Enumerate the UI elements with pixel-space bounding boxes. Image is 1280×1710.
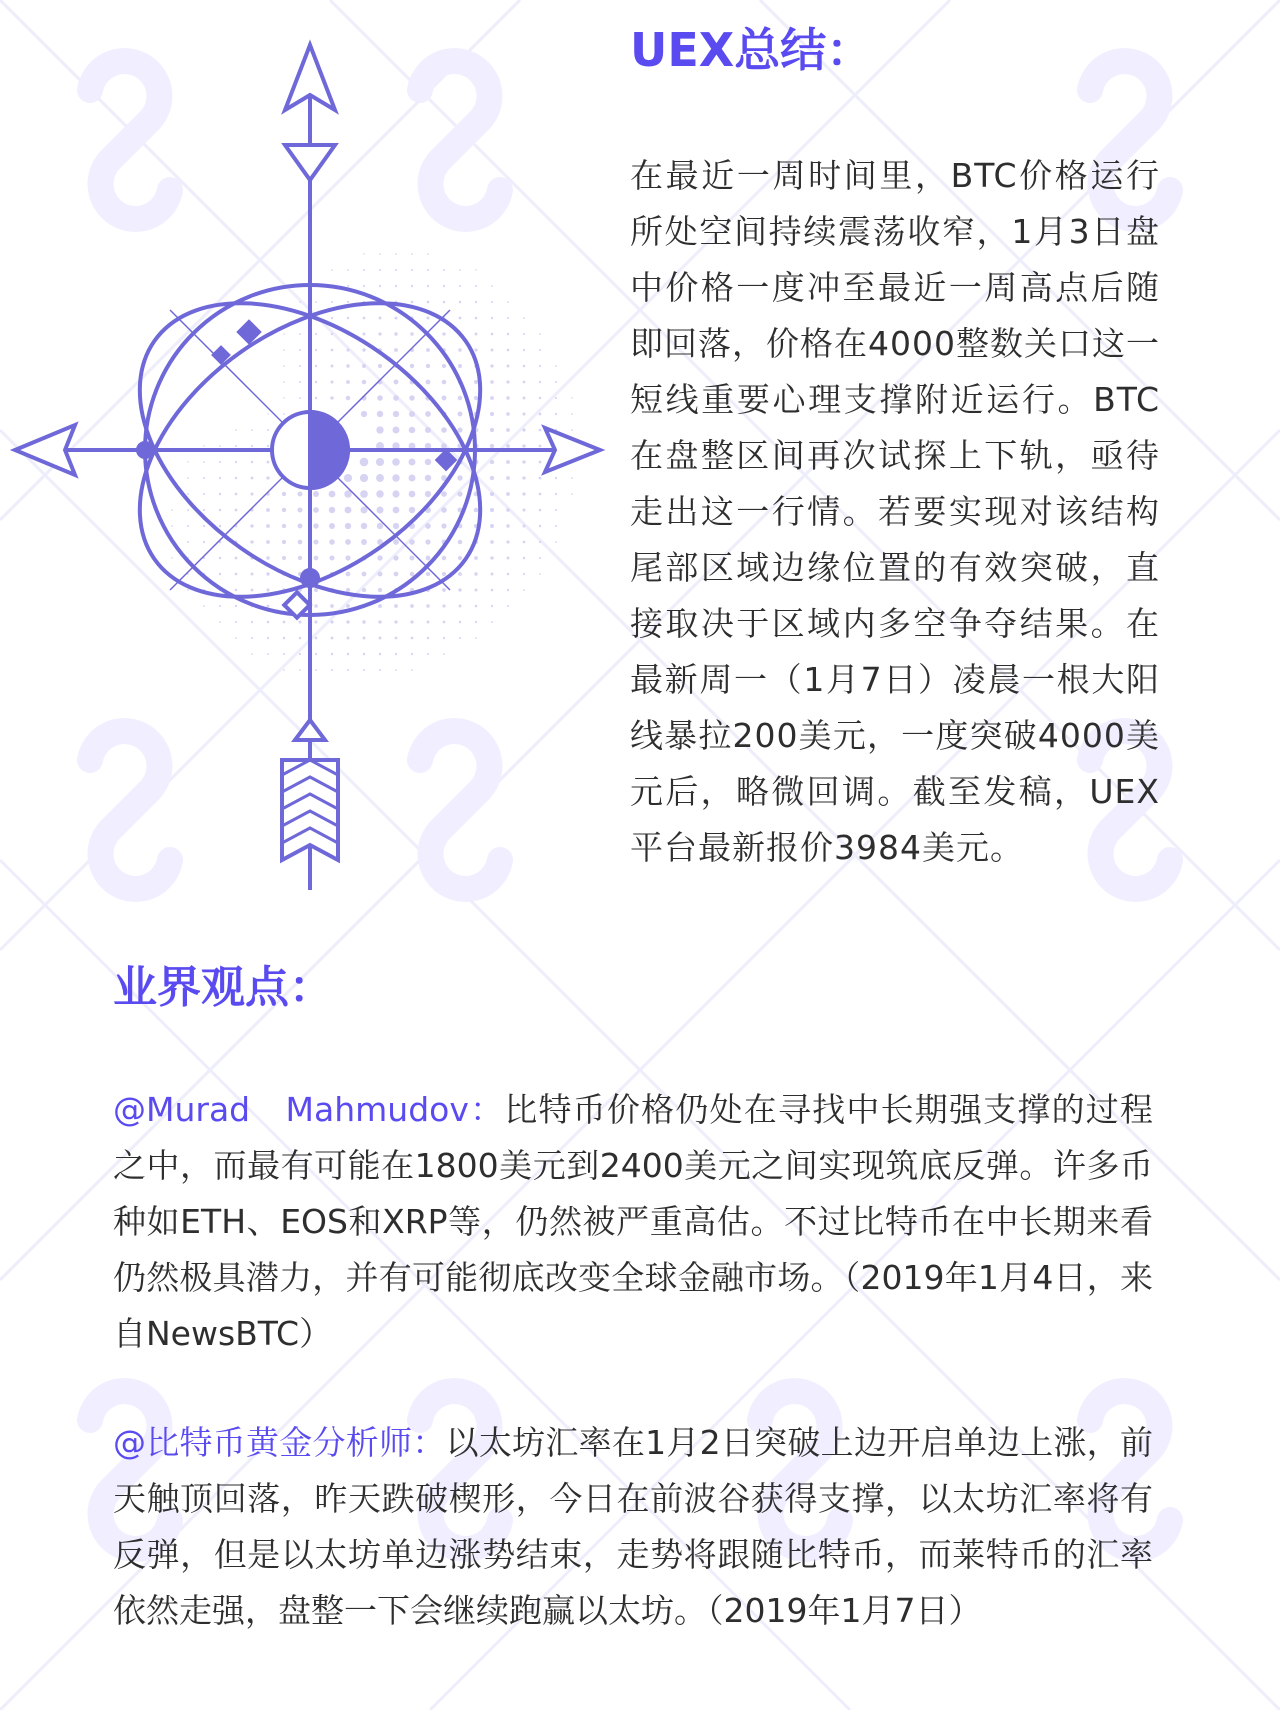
summary-title: UEX总结：	[630, 23, 873, 77]
quote-author: @比特币黄金分析师：	[113, 1423, 446, 1462]
quote-text: 以太坊汇率在1月2日突破上边开启单边上涨，前天触顶回落，昨天跌破楔形，今日在前波谷获得支撑，以太坊汇率将有反弹，但是以太坊单边涨势结束，走势将跟随比特币，而莱特币的汇率依然走强，盘整一下会继续跑赢以太坊。（2019年1月7日）	[113, 1423, 1154, 1630]
quote-murad	[113, 1082, 1153, 1362]
summary-body: 在最近一周时间里，BTC价格运行所处空间持续震荡收窄，1月3日盘中价格一度冲至最近一周高点后随即回落，价格在4000整数关口这一短线重要心理支撑附近运行。BTC在盘整区间再次试探上下轨，亟待走出这一行情。若要实现对该结构尾部区域边缘位置的有效突破，直接取决于区域内多空争夺结果。在最新周一（1月7日）凌晨一根大阳线暴拉200美元，一度突破4000美元后，略微回调。截至发稿，UEX平台最新报价3984美元。	[630, 156, 1160, 867]
quote-author: @Murad Mahmudov：	[113, 1090, 505, 1129]
quote-btg-analyst	[113, 1415, 1153, 1639]
halftone-dots	[171, 253, 573, 671]
quote-text: 比特币价格仍处在寻找中长期强支撑的过程之中，而最有可能在1800美元到2400美元之间实现筑底反弹。许多币种如ETH、EOS和XRP等，仍然被严重高估。不过比特币在中长期来看仍然极具潜力，并有可能彻底改变全球金融市场。（2019年1月4日，来自NewsBTC）	[113, 1090, 1154, 1353]
industry-views-title: 业界观点：	[113, 962, 333, 1013]
compass-arrow-illustration	[0, 30, 620, 900]
